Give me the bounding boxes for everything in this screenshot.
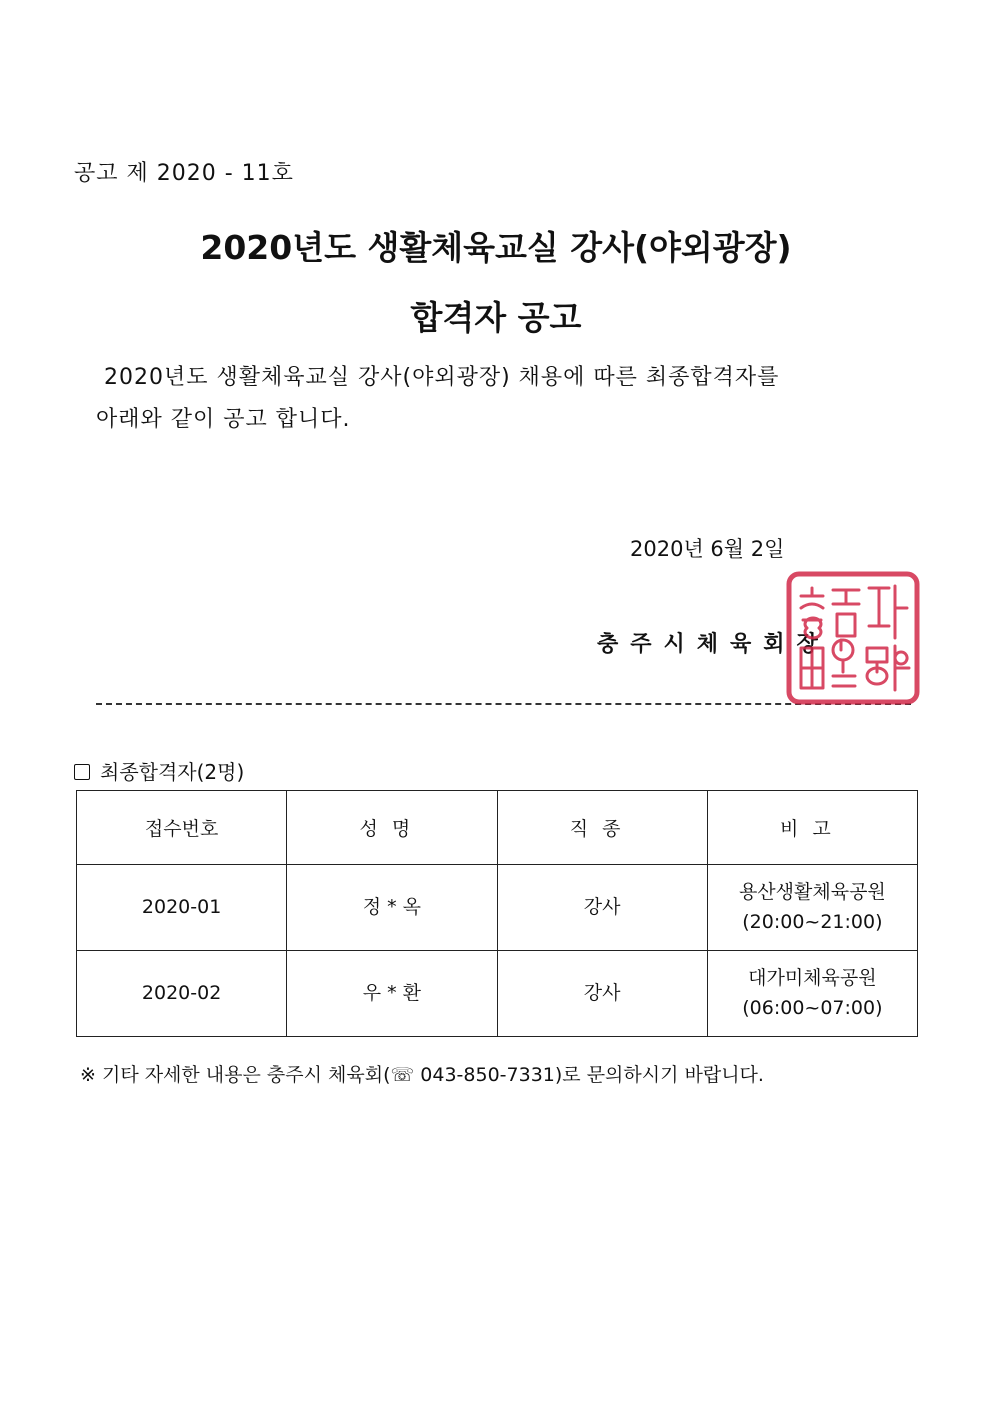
- page-subtitle: 합격자 공고: [410, 298, 582, 337]
- section-heading: [74, 756, 244, 785]
- signer-name: 충주시체육회장: [597, 632, 830, 657]
- header-job: 직종: [497, 791, 707, 865]
- header-number: 접수번호: [77, 791, 287, 865]
- cell-note: [707, 951, 917, 1037]
- official-seal-stamp: [783, 568, 923, 708]
- page-title: 2020년도 생활체육교실 강사(야외광장): [200, 228, 792, 267]
- checkbox-square-icon: [74, 764, 90, 780]
- cell-name: 정 * 옥: [287, 865, 497, 951]
- table-header-row: [77, 791, 918, 865]
- note-time: (06:00~07:00): [742, 996, 883, 1019]
- cell-number: 2020-02: [77, 951, 287, 1037]
- body-text-line-1: 2020년도 생활체육교실 강사(야외광장) 채용에 따른 최종합격자를: [104, 365, 780, 390]
- cell-job: 강사: [497, 865, 707, 951]
- cell-number: 2020-01: [77, 865, 287, 951]
- table-row: [77, 951, 918, 1037]
- body-text-line-2: 아래와 같이 공고 합니다.: [96, 407, 351, 432]
- contact-footnote: ※ 기타 자세한 내용은 충주시 체육회(☏ 043-850-7331)로 문의하시기 바랍니다.: [80, 1064, 764, 1086]
- note-place: 용산생활체육공원: [738, 881, 886, 904]
- cell-name: 우 * 환: [287, 951, 497, 1037]
- notice-date: 2020년 6월 2일: [630, 537, 785, 561]
- note-time: (20:00~21:00): [742, 910, 883, 933]
- header-name: 성명: [287, 791, 497, 865]
- notice-number: 공고 제 2020 - 11호: [74, 161, 294, 186]
- table-row: [77, 865, 918, 951]
- results-table: [76, 790, 918, 1037]
- cell-note: [707, 865, 917, 951]
- header-note: 비고: [707, 791, 917, 865]
- section-heading-label: 최종합격자(2명): [100, 760, 245, 784]
- cell-job: 강사: [497, 951, 707, 1037]
- note-place: 대가미체육공원: [748, 967, 877, 990]
